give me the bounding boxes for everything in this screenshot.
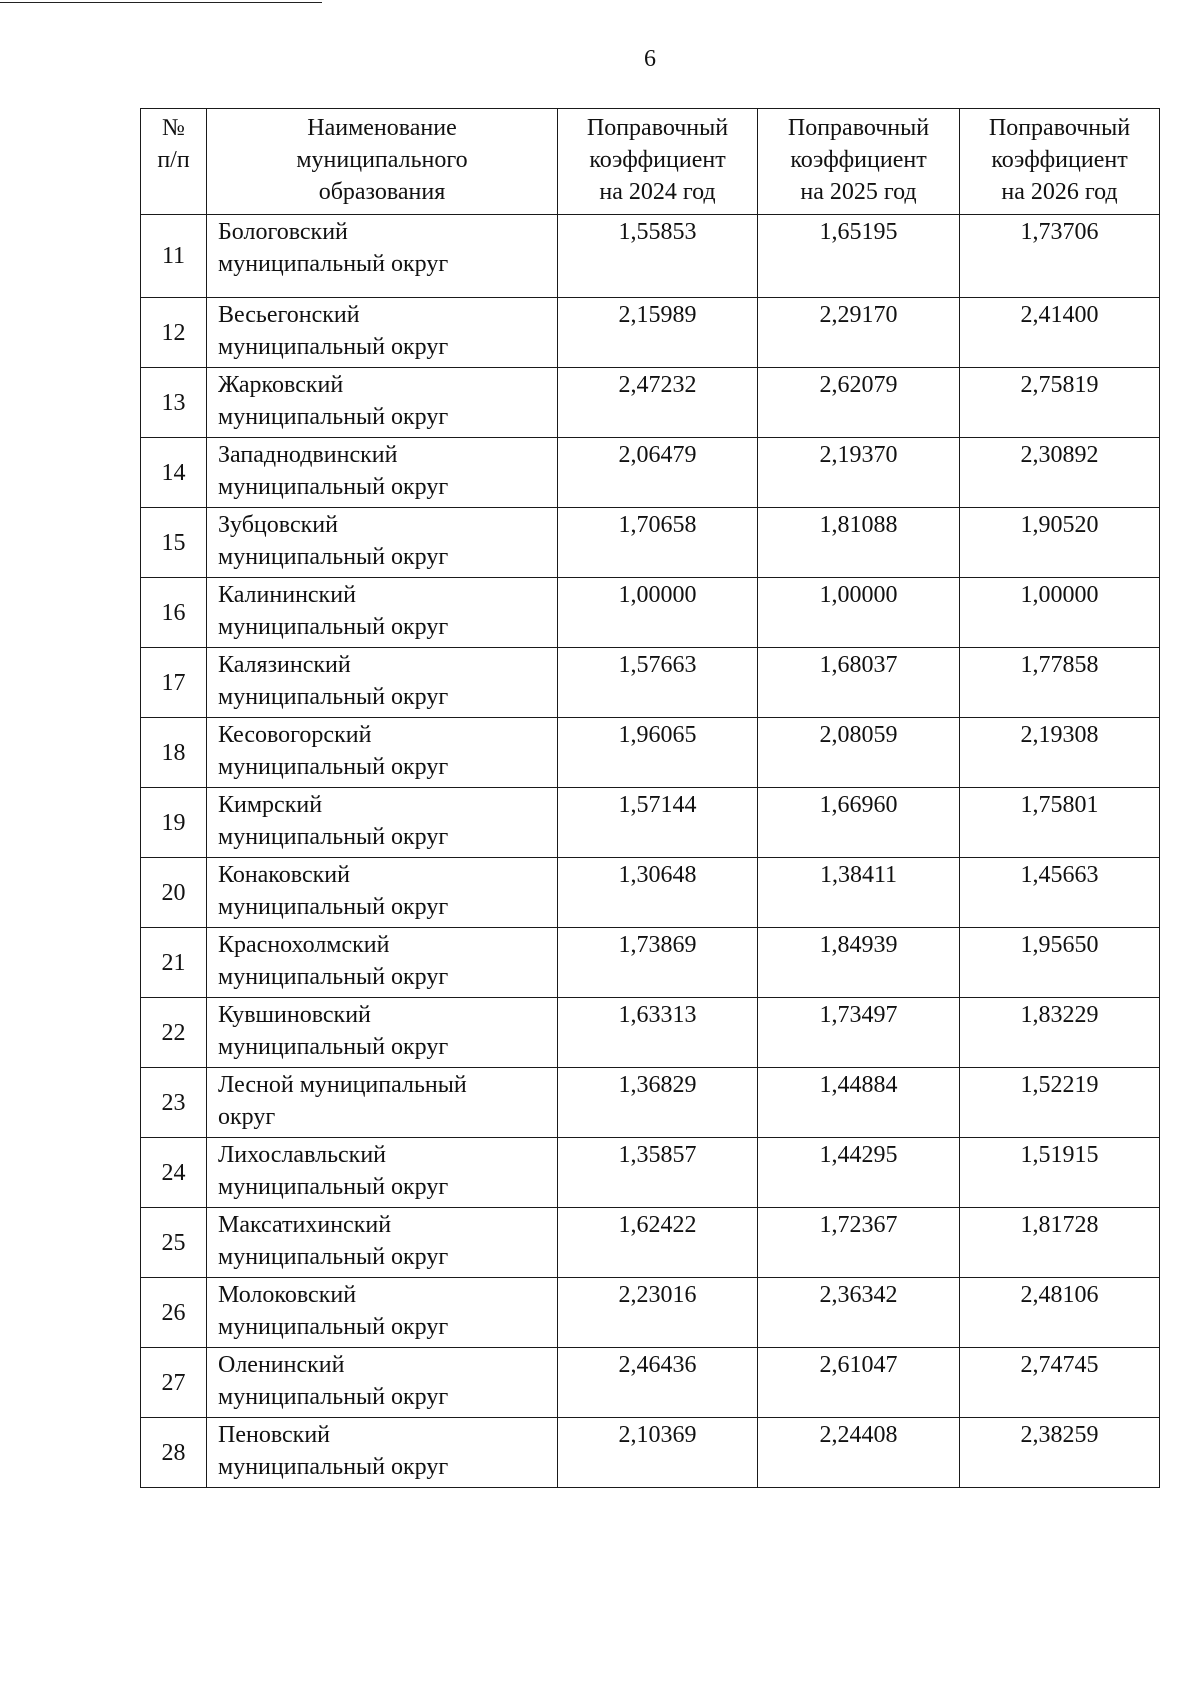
coefficient-2026-cell: 2,38259 — [960, 1418, 1160, 1488]
table-row — [141, 368, 1160, 438]
row-number-cell: 13 — [141, 368, 207, 438]
coefficient-2025-cell: 2,24408 — [758, 1418, 960, 1488]
row-number-cell: 20 — [141, 858, 207, 928]
municipality-name-cell — [207, 1278, 558, 1348]
coefficient-2025-cell: 2,62079 — [758, 368, 960, 438]
municipality-name-line: муниципальный округ — [218, 1244, 449, 1270]
header-2026-line: Поправочный — [988, 115, 1131, 141]
table-row — [141, 215, 1160, 298]
municipality-name-line: Кимрский — [218, 792, 323, 818]
municipality-name-line: Калязинский — [218, 652, 351, 678]
municipality-name-cell — [207, 928, 558, 998]
coefficient-2026-cell: 2,75819 — [960, 368, 1160, 438]
municipality-name-cell — [207, 368, 558, 438]
row-number-cell: 14 — [141, 438, 207, 508]
table-row — [141, 858, 1160, 928]
top-rule — [0, 2, 322, 3]
row-number-cell: 27 — [141, 1348, 207, 1418]
coefficient-2025-cell: 2,36342 — [758, 1278, 960, 1348]
coefficient-2026-cell: 2,19308 — [960, 718, 1160, 788]
row-number-cell: 19 — [141, 788, 207, 858]
coefficient-2025-cell: 1,44295 — [758, 1138, 960, 1208]
municipality-name-cell — [207, 998, 558, 1068]
row-number-cell: 22 — [141, 998, 207, 1068]
municipality-name-line: муниципальный округ — [218, 474, 449, 500]
municipality-name-line: муниципальный округ — [218, 684, 449, 710]
coefficient-2025-cell: 2,08059 — [758, 718, 960, 788]
municipality-name-line: Западнодвинский — [218, 442, 398, 468]
table-row — [141, 1278, 1160, 1348]
table-row — [141, 508, 1160, 578]
coefficient-2025-cell: 2,61047 — [758, 1348, 960, 1418]
municipality-name-cell — [207, 1068, 558, 1138]
municipality-name-line: муниципальный округ — [218, 964, 449, 990]
municipality-name-line: Кесовогорский — [218, 722, 372, 748]
coefficient-2024-cell: 2,23016 — [558, 1278, 758, 1348]
table-row — [141, 648, 1160, 718]
coefficient-2024-cell: 1,35857 — [558, 1138, 758, 1208]
municipality-name-cell — [207, 578, 558, 648]
coefficient-2024-cell: 2,46436 — [558, 1348, 758, 1418]
coefficient-2024-cell: 1,36829 — [558, 1068, 758, 1138]
header-2026-line: на 2026 год — [1001, 179, 1118, 205]
row-number-cell: 11 — [141, 215, 207, 298]
municipality-name-line: муниципальный округ — [218, 1384, 449, 1410]
coefficient-2025-cell: 2,29170 — [758, 298, 960, 368]
coefficient-2026-cell: 1,52219 — [960, 1068, 1160, 1138]
coefficient-2026-cell: 2,30892 — [960, 438, 1160, 508]
table-row — [141, 928, 1160, 998]
row-number-cell: 26 — [141, 1278, 207, 1348]
municipality-name-cell — [207, 1138, 558, 1208]
table-row — [141, 788, 1160, 858]
municipality-name-line: муниципальный округ — [218, 754, 449, 780]
header-2024-line: на 2024 год — [599, 179, 716, 205]
header-name-line: образования — [318, 179, 446, 205]
municipality-name-line: Калининский — [218, 582, 356, 608]
municipality-name-line: муниципальный округ — [218, 894, 449, 920]
coefficient-2024-cell: 2,15989 — [558, 298, 758, 368]
table-row — [141, 718, 1160, 788]
coefficient-2024-cell: 1,70658 — [558, 508, 758, 578]
municipality-name-cell — [207, 215, 558, 298]
municipality-name-line: муниципальный округ — [218, 334, 449, 360]
municipality-name-line: Бологовский — [218, 219, 348, 245]
coefficient-2025-cell: 1,38411 — [758, 858, 960, 928]
coefficient-2025-cell: 2,19370 — [758, 438, 960, 508]
municipality-name-cell — [207, 1348, 558, 1418]
row-number-cell: 24 — [141, 1138, 207, 1208]
coefficient-2025-cell: 1,72367 — [758, 1208, 960, 1278]
municipality-name-cell — [207, 858, 558, 928]
coefficient-2025-cell: 1,68037 — [758, 648, 960, 718]
municipality-name-line: округ — [218, 1104, 276, 1130]
municipality-name-line: муниципальный округ — [218, 1034, 449, 1060]
table-row — [141, 298, 1160, 368]
table-row — [141, 1138, 1160, 1208]
table-row — [141, 1348, 1160, 1418]
municipality-name-cell — [207, 1208, 558, 1278]
coefficient-2026-cell: 1,73706 — [960, 215, 1160, 298]
header-num-line: п/п — [157, 147, 190, 173]
coefficient-2026-cell: 2,41400 — [960, 298, 1160, 368]
municipality-name-cell — [207, 298, 558, 368]
row-number-cell: 28 — [141, 1418, 207, 1488]
table-row — [141, 998, 1160, 1068]
municipality-name-line: Пеновский — [218, 1422, 331, 1448]
municipality-name-line: Весьегонский — [218, 302, 360, 328]
table-row — [141, 1068, 1160, 1138]
coefficient-2024-cell: 1,00000 — [558, 578, 758, 648]
header-2025-line: на 2025 год — [800, 179, 917, 205]
header-name — [207, 109, 558, 215]
municipality-name-cell — [207, 788, 558, 858]
header-num-line: № — [162, 115, 185, 141]
municipality-name-line: Максатихинский — [218, 1212, 392, 1238]
row-number-cell: 12 — [141, 298, 207, 368]
coefficient-2026-cell: 1,51915 — [960, 1138, 1160, 1208]
table-header-row — [141, 109, 1160, 215]
table-row — [141, 578, 1160, 648]
coefficient-2024-cell: 1,57144 — [558, 788, 758, 858]
row-number-cell: 18 — [141, 718, 207, 788]
coefficient-2025-cell: 1,66960 — [758, 788, 960, 858]
header-name-line: Наименование — [307, 115, 457, 141]
coefficient-2024-cell: 1,30648 — [558, 858, 758, 928]
municipality-name-line: муниципальный округ — [218, 824, 449, 850]
municipality-name-cell — [207, 648, 558, 718]
row-number-cell: 21 — [141, 928, 207, 998]
municipality-name-cell — [207, 718, 558, 788]
coefficient-2026-cell: 1,45663 — [960, 858, 1160, 928]
header-2024-line: Поправочный — [586, 115, 729, 141]
municipality-name-line: муниципальный округ — [218, 1314, 449, 1340]
municipality-name-line: муниципальный округ — [218, 404, 449, 430]
coefficient-2024-cell: 1,55853 — [558, 215, 758, 298]
municipality-name-line: муниципальный округ — [218, 251, 449, 277]
header-num — [141, 109, 207, 215]
coefficient-2024-cell: 1,63313 — [558, 998, 758, 1068]
municipality-name-line: Оленинский — [218, 1352, 345, 1378]
table-row — [141, 438, 1160, 508]
coefficient-2025-cell: 1,84939 — [758, 928, 960, 998]
coefficient-2025-cell: 1,65195 — [758, 215, 960, 298]
municipality-name-line: Жарковский — [218, 372, 344, 398]
header-name-line: муниципального — [296, 147, 468, 173]
row-number-cell: 25 — [141, 1208, 207, 1278]
coefficient-2024-cell: 2,47232 — [558, 368, 758, 438]
municipality-name-line: Зубцовский — [218, 512, 338, 538]
municipality-name-line: Кувшиновский — [218, 1002, 371, 1028]
municipality-name-line: Конаковский — [218, 862, 350, 888]
coefficient-2025-cell: 1,44884 — [758, 1068, 960, 1138]
row-number-cell: 16 — [141, 578, 207, 648]
coefficient-2026-cell: 1,90520 — [960, 508, 1160, 578]
municipality-name-line: муниципальный округ — [218, 544, 449, 570]
coefficient-2026-cell: 1,75801 — [960, 788, 1160, 858]
header-2025 — [758, 109, 960, 215]
coefficient-2025-cell: 1,73497 — [758, 998, 960, 1068]
coefficient-2026-cell: 1,83229 — [960, 998, 1160, 1068]
row-number-cell: 15 — [141, 508, 207, 578]
coefficients-table — [140, 108, 1160, 1488]
coefficient-2026-cell: 2,74745 — [960, 1348, 1160, 1418]
municipality-name-line: муниципальный округ — [218, 1174, 449, 1200]
table-row — [141, 1208, 1160, 1278]
header-2025-line: Поправочный — [787, 115, 930, 141]
municipality-name-line: муниципальный округ — [218, 1454, 449, 1480]
row-number-cell: 23 — [141, 1068, 207, 1138]
municipality-name-cell — [207, 508, 558, 578]
municipality-name-line: Краснохолмский — [218, 932, 390, 958]
coefficient-2026-cell: 2,48106 — [960, 1278, 1160, 1348]
municipality-name-cell — [207, 1418, 558, 1488]
coefficient-2024-cell: 1,73869 — [558, 928, 758, 998]
page-number: 6 — [644, 46, 656, 72]
municipality-name-line: Лесной муниципальный — [218, 1072, 467, 1098]
coefficient-2026-cell: 1,00000 — [960, 578, 1160, 648]
coefficient-2026-cell: 1,81728 — [960, 1208, 1160, 1278]
header-2026 — [960, 109, 1160, 215]
coefficient-2026-cell: 1,77858 — [960, 648, 1160, 718]
coefficient-2026-cell: 1,95650 — [960, 928, 1160, 998]
header-2024 — [558, 109, 758, 215]
municipality-name-line: муниципальный округ — [218, 614, 449, 640]
municipality-name-line: Лихославльский — [218, 1142, 387, 1168]
table-row — [141, 1418, 1160, 1488]
coefficient-2025-cell: 1,81088 — [758, 508, 960, 578]
coefficient-2024-cell: 2,10369 — [558, 1418, 758, 1488]
municipality-name-line: Молоковский — [218, 1282, 357, 1308]
header-2025-line: коэффициент — [790, 147, 927, 173]
coefficient-2024-cell: 1,57663 — [558, 648, 758, 718]
header-2024-line: коэффициент — [589, 147, 726, 173]
coefficient-2025-cell: 1,00000 — [758, 578, 960, 648]
header-2026-line: коэффициент — [991, 147, 1128, 173]
row-number-cell: 17 — [141, 648, 207, 718]
coefficient-2024-cell: 1,62422 — [558, 1208, 758, 1278]
coefficient-2024-cell: 2,06479 — [558, 438, 758, 508]
municipality-name-cell — [207, 438, 558, 508]
coefficient-2024-cell: 1,96065 — [558, 718, 758, 788]
